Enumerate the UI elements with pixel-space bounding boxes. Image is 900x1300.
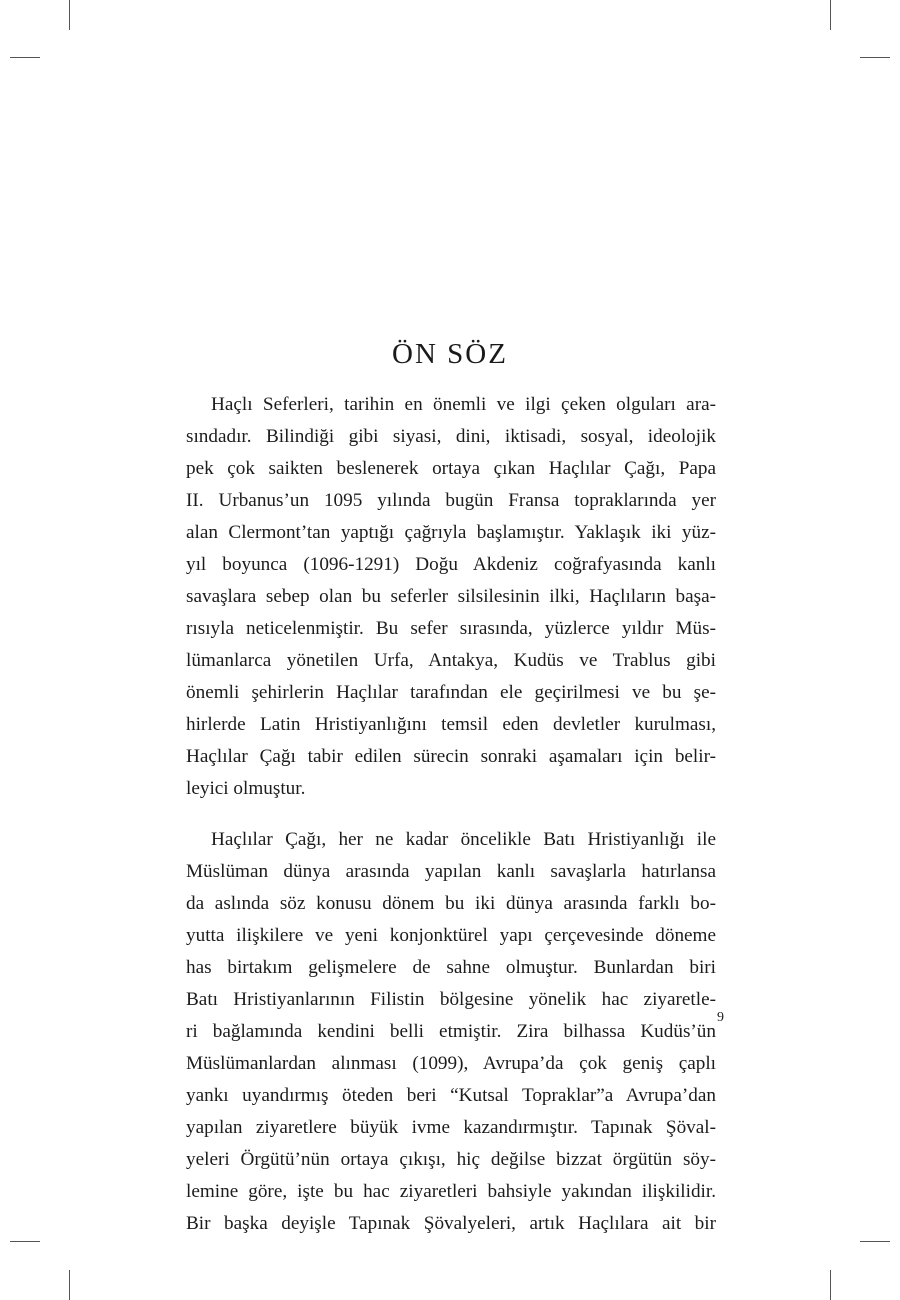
text-line: sındadır. Bilindiği gibi siyasi, dini, iktisadi, sosyal, ideolojik bbox=[186, 426, 716, 447]
text-line: hirlerde Latin Hristiyanlığını temsil eden devletler kurulması, bbox=[186, 714, 716, 735]
text-line: yıl boyunca (1096-1291) Doğu Akdeniz coğrafyasında kanlı bbox=[186, 554, 716, 575]
text-line: savaşlara sebep olan bu seferler silsilesinin ilki, Haçlıların başa- bbox=[186, 586, 716, 607]
crop-mark-top-right-horizontal bbox=[860, 57, 890, 58]
crop-mark-top-left-horizontal bbox=[10, 57, 40, 58]
page-number: 9 bbox=[717, 1010, 724, 1025]
text-line: da aslında söz konusu dönem bu iki dünya arasında farklı bo- bbox=[186, 893, 716, 914]
text-line: Bir başka deyişle Tapınak Şövalyeleri, artık Haçlılara ait bir bbox=[186, 1213, 716, 1234]
crop-mark-top-left-vertical bbox=[69, 0, 70, 30]
text-line: Haçlılar Çağı tabir edilen sürecin sonraki aşamaları için belir- bbox=[186, 746, 716, 767]
text-line: Haçlı Seferleri, tarihin en önemli ve ilgi çeken olguları ara- bbox=[211, 394, 716, 415]
text-line: yankı uyandırmış öteden beri “Kutsal Topraklar”a Avrupa’dan bbox=[186, 1085, 716, 1106]
text-line: pek çok saikten beslenerek ortaya çıkan Haçlılar Çağı, Papa bbox=[186, 458, 716, 479]
text-line: ri bağlamında kendini belli etmiştir. Zira bilhassa Kudüs’ün bbox=[186, 1021, 716, 1042]
text-line: yutta ilişkilere ve yeni konjonktürel yapı çerçevesinde döneme bbox=[186, 925, 716, 946]
text-line: leyici olmuştur. bbox=[186, 778, 306, 799]
text-line: has birtakım gelişmelere de sahne olmuştur. Bunlardan biri bbox=[186, 957, 716, 978]
crop-mark-bottom-right-vertical bbox=[830, 1270, 831, 1300]
crop-mark-bottom-left-vertical bbox=[69, 1270, 70, 1300]
chapter-heading: ÖN SÖZ bbox=[392, 338, 508, 370]
text-line: yeleri Örgütü’nün ortaya çıkışı, hiç değilse bizzat örgütün söy- bbox=[186, 1149, 716, 1170]
text-line: lemine göre, işte bu hac ziyaretleri bahsiyle yakından ilişkilidir. bbox=[186, 1181, 716, 1202]
crop-mark-top-right-vertical bbox=[830, 0, 831, 30]
text-line: rısıyla neticelenmiştir. Bu sefer sırasında, yüzlerce yıldır Müs- bbox=[186, 618, 716, 639]
text-line: Batı Hristiyanlarının Filistin bölgesine yönelik hac ziyaretle- bbox=[186, 989, 716, 1010]
text-line: alan Clermont’tan yaptığı çağrıyla başlamıştır. Yaklaşık iki yüz- bbox=[186, 522, 716, 543]
text-line: yapılan ziyaretlere büyük ivme kazandırmıştır. Tapınak Şöval- bbox=[186, 1117, 716, 1138]
crop-mark-bottom-right-horizontal bbox=[860, 1241, 890, 1242]
text-line: II. Urbanus’un 1095 yılında bugün Fransa topraklarında yer bbox=[186, 490, 716, 511]
text-line: lümanlarca yönetilen Urfa, Antakya, Kudüs ve Trablus gibi bbox=[186, 650, 716, 671]
text-line: Müslüman dünya arasında yapılan kanlı savaşlarla hatırlansa bbox=[186, 861, 716, 882]
crop-mark-bottom-left-horizontal bbox=[10, 1241, 40, 1242]
text-line: Haçlılar Çağı, her ne kadar öncelikle Batı Hristiyanlığı ile bbox=[211, 829, 716, 850]
text-line: önemli şehirlerin Haçlılar tarafından ele geçirilmesi ve bu şe- bbox=[186, 682, 716, 703]
text-line: Müslümanlardan alınması (1099), Avrupa’da çok geniş çaplı bbox=[186, 1053, 716, 1074]
